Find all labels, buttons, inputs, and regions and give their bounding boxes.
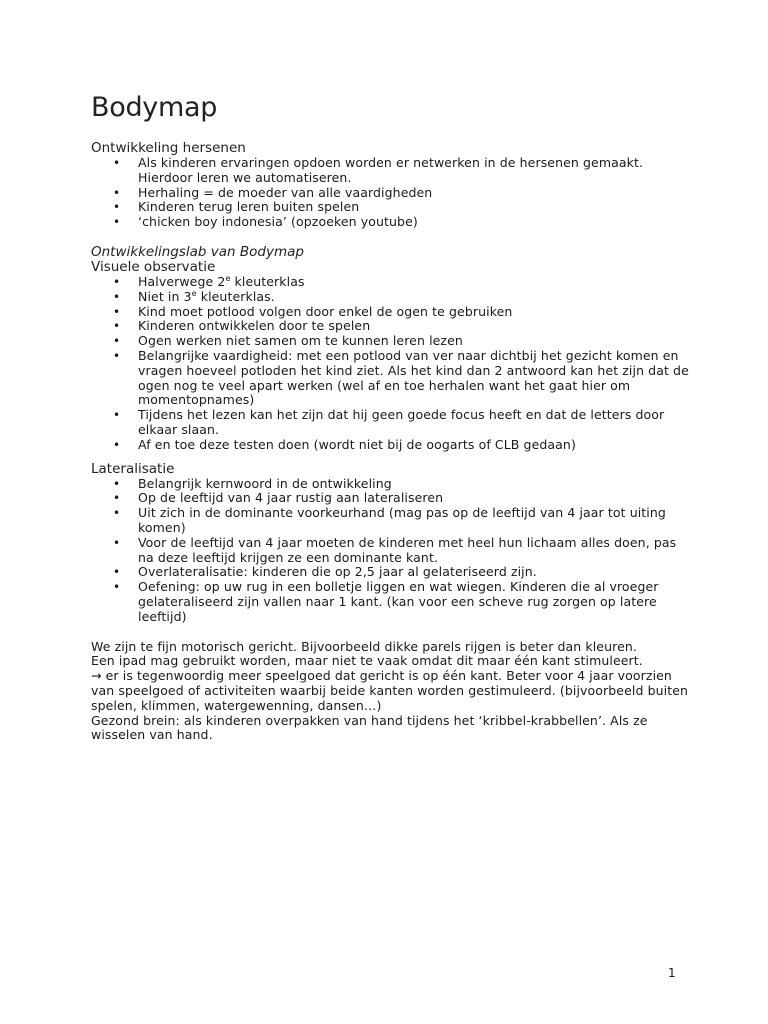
- bullet: •: [113, 535, 121, 550]
- bullet: •: [113, 289, 121, 304]
- list-item: • Af en toe deze testen doen (wordt niet bij de oogarts of CLB gedaan): [113, 436, 576, 452]
- spacer: [91, 625, 691, 640]
- bullet-list-visuele-observatie: [91, 275, 691, 453]
- section-heading-ontwikkelingslab: Ontwikkelingslab van Bodymap: [91, 243, 304, 260]
- list-item: • Belangrijk kernwoord in de ontwikkeling: [113, 475, 392, 491]
- list-item: • Kind moet potlood volgen door enkel de ogen te gebruiken: [113, 303, 513, 319]
- paragraph-line: → er is tegenwoordig meer speelgoed dat gericht is op één kant. Beter voor 4 jaar voorzien van speelgoed of activiteiten waarbij beide kanten worden gestimuleerd. (bijvoorbeeld buiten spelen, klimmen, watergewenning, dansen…): [91, 668, 689, 713]
- list-item: • Halverwege 2e kleuterklas: [113, 273, 305, 289]
- list-item: • ‘chicken boy indonesia’ (opzoeken youtube): [113, 214, 418, 230]
- list-item: • Voor de leeftijd van 4 jaar moeten de kinderen met heel hun lichaam alles doen, pas na deze leeftijd krijgen ze een dominante kant.: [113, 534, 677, 565]
- bullet: •: [113, 348, 121, 363]
- list-item: • Als kinderen ervaringen opdoen worden er netwerken in de hersenen gemaakt. Hierdoor leren we automatiseren.: [113, 155, 644, 185]
- list-item: • Belangrijke vaardigheid: met een potlood van ver naar dichtbij het gezicht komen en vragen hoeveel potloden het kind ziet. Als het kind dan 2 antwoord kan het zijn dat de ogen nog te veel apart werken (wel af en toe herhalen want het gaat hier om momentopnames): [113, 347, 689, 408]
- bullet: •: [113, 580, 121, 595]
- bullet: •: [113, 319, 121, 334]
- bullet: •: [113, 565, 121, 580]
- list-item: • Oefening: op uw rug in een bolletje liggen en wat wiegen. Kinderen die al vroeger gelateraliseerd zijn vallen naar 1 kant. (kan voor een scheve rug zorgen op latere leeftijd): [113, 579, 659, 624]
- list-item: • Uit zich in de dominante voorkeurhand (mag pas op de leeftijd van 4 jaar tot uiting komen): [113, 505, 666, 535]
- list-item: • Herhaling = de moeder van alle vaardigheden: [113, 184, 433, 200]
- list-item: • Tijdens het lezen kan het zijn dat hij geen goede focus heeft en dat de letters door elkaar slaan.: [113, 407, 665, 437]
- bullet: •: [113, 156, 121, 170]
- closing-paragraph: [91, 640, 691, 744]
- paragraph-line: Gezond brein: als kinderen overpakken van hand tijdens het ‘kribbel-krabbellen’. Als ze wisselen van hand.: [91, 712, 648, 743]
- list-item: • Kinderen ontwikkelen door te spelen: [113, 318, 371, 334]
- section-heading-ontwikkeling-hersenen: Ontwikkeling hersenen: [91, 140, 246, 156]
- bullet: •: [113, 491, 121, 506]
- list-item: • Ogen werken niet samen om te kunnen leren lezen: [113, 333, 463, 349]
- document-page: [91, 92, 691, 743]
- list-item: • Op de leeftijd van 4 jaar rustig aan lateraliseren: [113, 490, 444, 506]
- bullet: •: [113, 215, 121, 230]
- spacer: [91, 453, 691, 462]
- document-title: Bodymap: [91, 92, 218, 123]
- paragraph-line: Een ipad mag gebruikt worden, maar niet te vaak omdat dit maar één kant stimuleert.: [91, 653, 643, 669]
- spacer: [91, 230, 691, 245]
- bullet: •: [113, 476, 121, 491]
- bullet: •: [113, 200, 121, 215]
- bullet: •: [113, 506, 121, 521]
- bullet: •: [113, 304, 121, 319]
- section-heading-lateralisatie: Lateralisatie: [91, 460, 175, 477]
- list-item: • Niet in 3e kleuterklas.: [113, 288, 275, 304]
- section-heading-visuele-observatie: Visuele observatie: [91, 258, 216, 275]
- bullet: •: [113, 274, 121, 289]
- paragraph-line: We zijn te fijn motorisch gericht. Bijvoorbeeld dikke parels rijgen is beter dan kleuren.: [91, 638, 637, 654]
- bullet: •: [113, 334, 121, 349]
- page-number: 1: [668, 966, 676, 980]
- bullet-list-lateralisatie: [91, 477, 691, 625]
- bullet: •: [113, 437, 121, 452]
- bullet-list-hersenen: [91, 156, 691, 230]
- bullet: •: [113, 408, 121, 423]
- bullet: •: [113, 185, 121, 200]
- list-item: • Kinderen terug leren buiten spelen: [113, 199, 360, 215]
- list-item: • Overlateralisatie: kinderen die op 2,5 jaar al gelateriseerd zijn.: [113, 564, 537, 580]
